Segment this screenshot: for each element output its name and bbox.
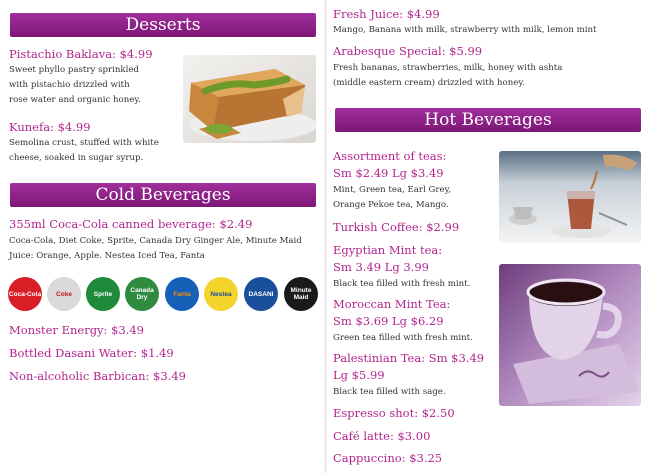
beverage-logo-row <box>8 277 322 311</box>
pistachio-baklava-description: Sweet phyllo pastry sprinkled with pistachio drizzled with rose water and organic honey. <box>9 65 141 105</box>
fanta-logo-icon: Fanta <box>165 277 199 311</box>
moroccan-mint-tea-description: Green tea filled with fresh mint. <box>333 333 473 343</box>
espresso-shot-item: Espresso shot: $2.50 <box>333 406 455 420</box>
fresh-juice-heading: Fresh Juice: $4.99 <box>333 7 440 21</box>
palestinian-tea-description: Black tea filled with sage. <box>333 387 446 397</box>
palestinian-tea-heading: Palestinian Tea: Sm $3.49 <box>333 351 485 365</box>
moroccan-mint-tea-heading: Moroccan Mint Tea: <box>333 297 451 311</box>
baklava-photo <box>183 55 316 143</box>
cold-beverages-title: Cold Beverages <box>95 185 231 205</box>
assortment-of-teas-description: Mint, Green tea, Earl Grey, Orange Pekoe tea, Mango. <box>333 185 452 210</box>
nestea-logo-icon: Nestea <box>204 277 238 311</box>
cold-beverages-banner <box>10 183 316 207</box>
cappuccino-item: Cappuccino: $3.25 <box>333 451 443 465</box>
right-menu-column <box>327 0 650 473</box>
coca-cola-logo-icon: Coca-Cola <box>8 277 42 311</box>
monster-energy-item: Monster Energy: $3.49 <box>9 323 145 337</box>
desserts-banner <box>10 13 316 37</box>
cafe-latte-item: Café latte: $3.00 <box>333 429 431 443</box>
hot-beverages-title: Hot Beverages <box>424 110 552 130</box>
arabesque-special-heading: Arabesque Special: $5.99 <box>333 44 483 58</box>
assortment-of-teas-heading: Assortment of teas: <box>333 149 447 163</box>
fresh-juice-description: Mango, Banana with milk, strawberry with milk, lemon mint <box>333 25 597 35</box>
barbican-item: Non-alcoholic Barbican: $3.49 <box>9 369 186 383</box>
pistachio-baklava-heading: Pistachio Baklava: $4.99 <box>9 47 153 61</box>
dasani-logo-icon: DASANI <box>244 277 278 311</box>
kunefa-description: Semolina crust, stuffed with white cheese, soaked in sugar syrup. <box>9 138 159 163</box>
minute-maid-logo-icon: Minute Maid <box>284 277 318 311</box>
coca-cola-description: Coca-Cola, Diet Coke, Sprite, Canada Dry Ginger Ale, Minute Maid Juice: Orange, Apple. Nestea Iced Tea, Fanta <box>9 236 302 261</box>
palestinian-tea-price: Lg $5.99 <box>333 368 385 382</box>
tea-glass-photo <box>499 151 641 243</box>
assortment-of-teas-price: Sm $2.49 Lg $3.49 <box>333 166 444 180</box>
dasani-water-item: Bottled Dasani Water: $1.49 <box>9 346 174 360</box>
hot-beverages-banner <box>335 108 641 132</box>
moroccan-mint-tea-price: Sm $3.69 Lg $6.29 <box>333 314 444 328</box>
arabesque-special-description: Fresh bananas, strawberries, milk, honey with ashta (middle eastern cream) drizzled with honey. <box>333 63 563 88</box>
coffee-cup-photo <box>499 264 641 406</box>
canada-dry-logo-icon: Canada Dry <box>125 277 159 311</box>
turkish-coffee-item: Turkish Coffee: $2.99 <box>333 220 460 234</box>
coca-cola-heading: 355ml Coca-Cola canned beverage: $2.49 <box>9 217 253 231</box>
egyptian-mint-tea-heading: Egyptian Mint tea: <box>333 243 443 257</box>
kunefa-heading: Kunefa: $4.99 <box>9 120 91 134</box>
coke-logo-icon: Coke <box>47 277 81 311</box>
egyptian-mint-tea-price: Sm 3.49 Lg 3.99 <box>333 260 429 274</box>
desserts-title: Desserts <box>125 15 201 35</box>
sprite-logo-icon: Sprite <box>86 277 120 311</box>
egyptian-mint-tea-description: Black tea filled with fresh mint. <box>333 279 471 289</box>
